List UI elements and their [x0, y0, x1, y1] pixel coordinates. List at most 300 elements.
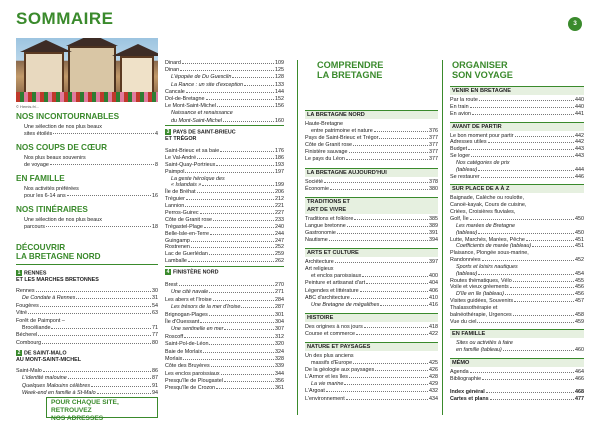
region-2-head: 2 DE SAINT-MALO AU MONT-SAINT-MICHEL: [16, 350, 81, 364]
toc-entry[interactable]: [165, 103, 284, 110]
toc-entry-label: Rostrenen: [165, 244, 190, 251]
toc-entry[interactable]: [305, 259, 438, 266]
toc-entry[interactable]: [165, 189, 284, 196]
toc-entry-page: 86: [152, 368, 158, 374]
toc-entry-label: L'identité malouine: [22, 375, 67, 382]
toc-entry-page: 262: [275, 258, 284, 265]
toc-entry-label: Dol-de-Bretagne: [165, 95, 205, 102]
toc-entry-label: (tableau): [456, 270, 478, 277]
toc-entry-page: 344: [275, 370, 284, 377]
toc-entry[interactable]: [450, 167, 584, 174]
toc-entry-label: Le Val-André: [165, 154, 197, 161]
toc-entry-page: 451: [575, 243, 584, 250]
toc-entry[interactable]: [305, 230, 438, 237]
toc-entry-page: 443: [575, 153, 584, 160]
toc-entry-label: Brocéliande: [22, 324, 51, 331]
toc-entry[interactable]: [16, 368, 158, 375]
toc-entry-page: 193: [275, 161, 284, 168]
toc-entry[interactable]: [450, 257, 584, 264]
toc-entry-label: Brest: [165, 282, 178, 288]
toc-entry-page: 156: [275, 103, 284, 110]
toc-entry[interactable]: [305, 223, 438, 230]
toc-entry-page: 394: [429, 237, 438, 244]
region-3-head: 3 PAYS DE SAINT-BRIEUC ET TRÉGOR: [165, 129, 236, 143]
toc-entry[interactable]: [165, 244, 284, 251]
toc-entry-label: Routes thématiques, Vélo: [450, 277, 512, 284]
group-head: TRADITIONS ET ART DE VIVRE: [305, 197, 438, 214]
toc-entry[interactable]: [305, 237, 438, 244]
toc-entry-label: Quelques Malouins célèbres: [22, 382, 91, 389]
toc-entry-label: Île d'Ouessant: [165, 318, 200, 325]
toc-entry-label: Le pays du Léon: [305, 156, 345, 163]
toc-entry-label: Randonnées: [450, 257, 481, 264]
toc-entry[interactable]: [165, 326, 284, 333]
toc-entry[interactable]: [165, 210, 284, 217]
toc-entry[interactable]: [165, 155, 284, 162]
toc-entry-page: 460: [575, 347, 584, 354]
toc-entry[interactable]: [305, 156, 438, 163]
toc-entry-page: 31: [152, 295, 158, 302]
toc-entry[interactable]: [450, 243, 584, 250]
toc-entry[interactable]: [305, 381, 438, 388]
toc-entry[interactable]: [165, 297, 284, 304]
toc-entry-label: Dinard: [165, 60, 181, 66]
toc-entry-page: 304: [275, 318, 284, 325]
toc-entry-label: La Rance : un site d'exception: [171, 81, 244, 88]
toc-entry-page: 240: [275, 223, 284, 230]
cover-photo: [16, 38, 158, 102]
toc-entry-label: Presqu'île de Crozon: [165, 385, 216, 392]
toc-entry-line: [450, 202, 584, 209]
group-head: MÉMO: [450, 358, 584, 367]
toc-entry-page: 221: [275, 203, 284, 210]
toc-entry[interactable]: [16, 303, 158, 310]
toc-entry[interactable]: [165, 334, 284, 341]
toc-entry-label: Week-end en famille à St-Malo: [22, 390, 96, 397]
toc-entry-label: Presqu'île de Plougastel: [165, 378, 223, 385]
toc-entry-label: Une cité navale: [171, 289, 209, 296]
toc-entry-page: 259: [275, 251, 284, 258]
toc-entry-label: Roscoff: [165, 333, 184, 340]
section-itineraires-head: NOS ITINÉRAIRES: [16, 205, 88, 214]
toc-entry-page: 376: [429, 128, 438, 135]
toc-entry-page: 397: [429, 259, 438, 266]
toc-entry-label: Les marées de Bretagne: [456, 222, 516, 229]
toc-entry-page: 356: [275, 378, 284, 385]
toc-entry-page: 320: [275, 341, 284, 348]
toc-entry[interactable]: [165, 258, 284, 265]
toc-entry[interactable]: [16, 383, 158, 390]
toc-entry-page: 400: [429, 273, 438, 280]
toc-entry-page: 128: [275, 74, 284, 81]
toc-entry-label: Gastronomie: [305, 229, 336, 236]
toc-entry-label: Naissance et renaissance: [171, 110, 233, 117]
toc-entry-page: 450: [575, 215, 584, 222]
toc-entry-label: Se restaurer: [450, 173, 480, 180]
section-coups-text: Nos plus beaux souvenirs: [24, 155, 86, 161]
toc-entry-line: [450, 223, 584, 230]
toc-entry-label: Traditions et folklore: [305, 215, 354, 222]
toc-entry[interactable]: [450, 271, 584, 278]
toc-entry-page: 477: [575, 395, 584, 402]
comprendre-list: [305, 110, 438, 403]
toc-entry-label: Finistère sauvage: [305, 149, 348, 156]
toc-entry-label: Pays de Saint-Brieuc et Trégor: [305, 135, 379, 142]
toc-entry[interactable]: [165, 217, 284, 224]
toc-entry-page: 389: [429, 222, 438, 229]
toc-entry[interactable]: [450, 376, 584, 383]
toc-entry-page: 457: [575, 298, 584, 305]
toc-entry-page: 416: [429, 301, 438, 308]
toc-entry[interactable]: [450, 347, 584, 354]
toc-entry[interactable]: [305, 179, 438, 186]
toc-entry-label: Adresses utiles: [450, 139, 487, 146]
toc-entry-page: 466: [575, 376, 584, 382]
section-famille-text: Nos activités préférées: [24, 186, 79, 192]
toc-entry-label: Budget: [450, 146, 468, 153]
toc-entry-page: 197: [275, 168, 284, 175]
toc-entry[interactable]: [450, 111, 584, 118]
toc-entry-label: De la géologie aux paysages: [305, 367, 375, 374]
toc-entry-page: 287: [275, 304, 284, 311]
toc-entry-label: Visites guidées, Souvenirs: [450, 298, 514, 305]
group-head: SUR PLACE DE A À Z: [450, 184, 584, 193]
toc-entry-page: 454: [575, 270, 584, 277]
toc-entry[interactable]: [165, 319, 284, 326]
toc-entry[interactable]: [165, 231, 284, 238]
toc-entry-label: Architecture: [305, 259, 334, 266]
toc-entry[interactable]: de voyage 8: [24, 162, 158, 168]
toc-entry-label: Bécherel: [16, 332, 38, 339]
toc-entry-label: Canoë-kayak, Cours de cuisine,: [450, 202, 527, 209]
toc-entry[interactable]: [16, 325, 158, 332]
toc-entry[interactable]: [450, 237, 584, 244]
toc-entry[interactable]: [165, 304, 284, 311]
toc-entry[interactable]: [165, 82, 284, 89]
toc-entry[interactable]: [305, 135, 438, 142]
comprendre-head: COMPRENDRE LA BRETAGNE: [317, 60, 384, 80]
toc-entry-label: Forêt de Paimpont –: [16, 317, 65, 324]
toc-entry-label: Belle-Isle-en-Terre: [165, 230, 210, 237]
toc-entry[interactable]: [305, 142, 438, 149]
toc-entry[interactable]: [165, 371, 284, 378]
toc-entry-page: 271: [275, 289, 284, 296]
toc-entry-label: Golf, Île: [450, 215, 469, 222]
page-number-badge: 3: [568, 17, 582, 31]
toc-entry[interactable]: [165, 74, 284, 81]
toc-entry-label: De Condate à Rennes: [22, 295, 76, 302]
region-1-list: [16, 288, 158, 347]
toc-entry[interactable]: [165, 289, 284, 296]
toc-entry-label: Le Mont-Saint-Michel: [165, 103, 216, 110]
toc-entry[interactable]: [450, 298, 584, 305]
toc-entry[interactable]: [450, 104, 584, 111]
toc-entry[interactable]: [165, 356, 284, 363]
toc-entry-page: 87: [152, 375, 158, 382]
toc-entry-page: 30: [152, 288, 158, 294]
region-4-head: 4 FINISTÈRE NORD: [166, 269, 219, 276]
toc-entry-line: [305, 353, 438, 360]
toc-entry-page: 456: [575, 291, 584, 298]
toc-entry-label: En train: [450, 103, 469, 110]
toc-entry-page: 186: [275, 154, 284, 161]
toc-entry[interactable]: [165, 196, 284, 203]
toc-entry-page: 404: [429, 280, 438, 287]
toc-entry-label: L'Argoat: [305, 388, 325, 395]
toc-entry-page: 125: [275, 67, 284, 74]
toc-entry[interactable]: [450, 369, 584, 376]
toc-entry-label: Une sentinelle en mer: [171, 326, 224, 333]
section-incontournables-head: NOS INCONTOURNABLES: [16, 112, 120, 121]
toc-entry-page: 233: [275, 216, 284, 223]
toc-entry-page: 54: [152, 302, 158, 309]
toc-entry[interactable]: [305, 331, 438, 338]
toc-entry[interactable]: [305, 216, 438, 223]
toc-entry[interactable]: [305, 374, 438, 381]
toc-entry-label: Coefficients de marée (tableau): [456, 243, 532, 250]
toc-entry-label: Une Bretagne de mégalithes: [311, 301, 380, 308]
toc-entry-page: 339: [275, 363, 284, 370]
toc-entry[interactable]: sites étoilés 4: [24, 131, 158, 137]
section-coups-de-coeur-head: NOS COUPS DE CŒUR: [16, 143, 107, 152]
toc-entry[interactable]: parcours 18: [24, 224, 158, 230]
toc-entry-label: Dinan: [165, 67, 180, 74]
section-en-famille-head: EN FAMILLE: [16, 174, 65, 183]
toc-entry-label: Côte des Bruyères: [165, 363, 210, 370]
toc-entry-label: La vie marine: [311, 381, 344, 388]
toc-entry[interactable]: [16, 340, 158, 347]
toc-entry[interactable]: [450, 216, 584, 223]
toc-entry[interactable]: [16, 295, 158, 302]
toc-entry-page: 434: [429, 395, 438, 402]
toc-entry[interactable]: [305, 273, 438, 280]
toc-entry-label: et enclos paroissiaux: [311, 273, 362, 280]
toc-entry[interactable]: [305, 295, 438, 302]
toc-entry-label: du Mont-Saint-Michel: [171, 117, 222, 124]
toc-entry[interactable]: [450, 174, 584, 181]
toc-entry[interactable]: [450, 153, 584, 160]
toc-entry[interactable]: [165, 385, 284, 392]
toc-entry[interactable]: [165, 203, 284, 210]
toc-entry[interactable]: [165, 312, 284, 319]
toc-entry[interactable]: [165, 169, 284, 176]
toc-entry-page: 377: [429, 149, 438, 156]
toc-entry-label: En avion: [450, 110, 471, 117]
toc-entry-label: Course et commerce: [305, 330, 356, 337]
toc-entry-page: 391: [429, 229, 438, 236]
group-head: VENIR EN BRETAGNE: [450, 86, 584, 95]
toc-entry-page: 212: [275, 196, 284, 203]
region-2-continued-list: [165, 60, 284, 125]
toc-entry[interactable]: [305, 396, 438, 403]
toc-entry-page: 307: [275, 326, 284, 333]
toc-entry-page: 459: [575, 318, 584, 325]
toc-entry[interactable]: [165, 251, 284, 258]
toc-entry-line: [450, 264, 584, 271]
toc-entry[interactable]: [305, 388, 438, 395]
toc-entry[interactable]: [450, 396, 584, 403]
toc-entry-label: (tableau): [456, 229, 478, 236]
toc-entry[interactable]: [165, 363, 284, 370]
toc-entry[interactable]: [305, 367, 438, 374]
toc-entry-label: Société: [305, 178, 323, 185]
toc-entry-label: Nautisme: [305, 237, 328, 244]
toc-entry-page: 301: [275, 311, 284, 318]
toc-entry-label: Légendes et littérature: [305, 287, 359, 294]
toc-entry-page: 247: [275, 237, 284, 244]
toc-entry-label: Peinture et artisanat d'art: [305, 280, 366, 287]
toc-entry-page: 441: [575, 110, 584, 117]
toc-entry-label: Sports et loisirs nautiques: [456, 263, 518, 270]
toc-entry-page: 442: [575, 139, 584, 146]
toc-entry[interactable]: [165, 162, 284, 169]
toc-entry[interactable]: [450, 284, 584, 291]
toc-entry-page: 426: [429, 367, 438, 374]
group-head: NATURE ET PAYSAGES: [305, 342, 438, 351]
toc-entry-page: 109: [275, 60, 284, 66]
page-title: SOMMAIRE: [16, 9, 114, 28]
organiser-head: ORGANISER SON VOYAGE: [452, 60, 513, 80]
toc-entry[interactable]: [16, 332, 158, 339]
toc-entry[interactable]: [165, 341, 284, 348]
toc-entry[interactable]: [305, 324, 438, 331]
section-incontournables-text: Une sélection de nos plus beaux: [24, 124, 102, 130]
toc-entry-page: 77: [152, 332, 158, 339]
toc-entry[interactable]: [305, 128, 438, 135]
toc-entry-label: Vitré: [16, 310, 27, 317]
toc-entry-label: Un des plus anciens: [305, 352, 354, 359]
toc-entry-page: 455: [575, 277, 584, 284]
toc-entry-label: Côte de Granit rose: [305, 142, 353, 149]
group-head: HISTOIRE: [305, 313, 438, 322]
toc-entry-page: 468: [575, 388, 584, 395]
toc-entry[interactable]: [450, 133, 584, 140]
toc-entry-label: massifs d'Europe: [311, 360, 353, 367]
toc-entry-page: 377: [429, 135, 438, 142]
region-1-head: 1 RENNES ET LES MARCHES BRETONNES: [16, 270, 99, 284]
toc-entry-page: 63: [152, 310, 158, 317]
toc-entry[interactable]: [16, 288, 158, 295]
toc-entry[interactable]: [165, 60, 284, 67]
toc-entry-page: 440: [575, 103, 584, 110]
toc-entry-page: 270: [275, 282, 284, 288]
toc-entry[interactable]: [305, 288, 438, 295]
toc-entry-page: 252: [275, 244, 284, 251]
toc-entry-label: L'épopée de Du Guesclin: [171, 74, 232, 81]
toc-entry-label: Haute-Bretagne: [305, 121, 344, 127]
region-4-list: [165, 282, 284, 393]
toc-entry[interactable]: [16, 375, 158, 382]
toc-entry-page: 432: [429, 388, 438, 395]
toc-entry-page: 418: [429, 323, 438, 330]
toc-entry-label: Agenda: [450, 369, 469, 376]
toc-entry-page: 458: [575, 311, 584, 318]
toc-entry[interactable]: [305, 302, 438, 309]
toc-entry-line: [450, 340, 584, 347]
toc-entry[interactable]: [305, 186, 438, 193]
toc-entry[interactable]: [165, 282, 284, 289]
toc-entry[interactable]: [450, 230, 584, 237]
toc-entry-label: Langue bretonne: [305, 222, 346, 229]
toc-entry-line: [165, 176, 284, 183]
toc-entry-label: (tableau): [456, 166, 478, 173]
toc-entry[interactable]: [165, 238, 284, 245]
region-2-list: [16, 368, 158, 398]
toc-entry[interactable]: [165, 378, 284, 385]
toc-entry[interactable]: [450, 319, 584, 326]
toc-entry-page: 446: [575, 173, 584, 180]
toc-entry-label: La geste héroïque des: [171, 175, 225, 182]
toc-entry-label: Saint-Pol-de-Léon: [165, 341, 209, 348]
toc-entry[interactable]: [165, 67, 284, 74]
toc-entry[interactable]: [165, 148, 284, 155]
toc-entry-label: Se loger: [450, 153, 471, 160]
toc-entry[interactable]: [450, 389, 584, 396]
toc-entry-line: [305, 121, 438, 128]
toc-entry-line: [450, 160, 584, 167]
toc-entry-label: Côte de Granit rose: [165, 216, 213, 223]
toc-entry-page: 440: [575, 97, 584, 103]
toc-entry[interactable]: [305, 360, 438, 367]
toc-entry[interactable]: [16, 310, 158, 317]
toc-entry[interactable]: [450, 291, 584, 298]
toc-entry[interactable]: [450, 312, 584, 319]
adresses-callout: POUR CHAQUE SITE, RETROUVEZ NOS ADRESSES: [46, 397, 158, 418]
toc-entry[interactable]: [165, 118, 284, 125]
toc-entry[interactable]: [450, 278, 584, 285]
toc-entry-page: 444: [575, 166, 584, 173]
toc-entry[interactable]: [450, 139, 584, 146]
toc-entry-label: Le bon moment pour partir: [450, 132, 514, 139]
toc-entry[interactable]: [165, 349, 284, 356]
toc-entry-page: 377: [429, 156, 438, 163]
toc-entry-page: 429: [429, 381, 438, 388]
toc-entry-label: Guingamp: [165, 237, 190, 244]
toc-entry-page: 324: [275, 348, 284, 355]
toc-entry-label: Combourg: [16, 339, 42, 346]
toc-entry-line: [16, 318, 158, 325]
toc-entry[interactable]: [165, 96, 284, 103]
toc-entry-label: en famille (tableau): [456, 347, 502, 354]
toc-entry-label: Les enclos paroissiaux: [165, 370, 220, 377]
toc-entry-page: 385: [429, 215, 438, 222]
toc-entry-page: 144: [275, 88, 284, 95]
toc-entry-page: 71: [152, 324, 158, 331]
toc-entry-label: Tréguier: [165, 196, 185, 203]
toc-entry-label: Les trésors de la mer d'Iroise: [171, 304, 241, 311]
toc-entry-page: 422: [429, 330, 438, 337]
toc-entry[interactable]: [165, 224, 284, 231]
toc-entry[interactable]: [165, 89, 284, 96]
toc-entry[interactable]: [450, 146, 584, 153]
toc-entry-line: [450, 250, 584, 257]
toc-entry-label: L'environnement: [305, 395, 345, 402]
toc-entry-label: Cartes et plans: [450, 395, 489, 402]
toc-entry[interactable]: [305, 149, 438, 156]
toc-entry-label: balnéothérapie, Urgences: [450, 311, 512, 318]
toc-entry-page: 425: [429, 360, 438, 367]
toc-entry[interactable]: pour les 6-14 ans 16: [24, 193, 158, 199]
toc-entry-line: [450, 209, 584, 216]
toc-entry-label: Saint-Quay-Portrieux: [165, 161, 216, 168]
toc-entry-line: [165, 110, 284, 117]
toc-entry[interactable]: [305, 280, 438, 287]
toc-entry-page: 133: [275, 81, 284, 88]
toc-entry-page: 442: [575, 132, 584, 139]
group-head: LA BRETAGNE AUJOURD'HUI: [305, 168, 438, 177]
toc-entry[interactable]: [450, 97, 584, 104]
toc-entry-page: 406: [429, 287, 438, 294]
